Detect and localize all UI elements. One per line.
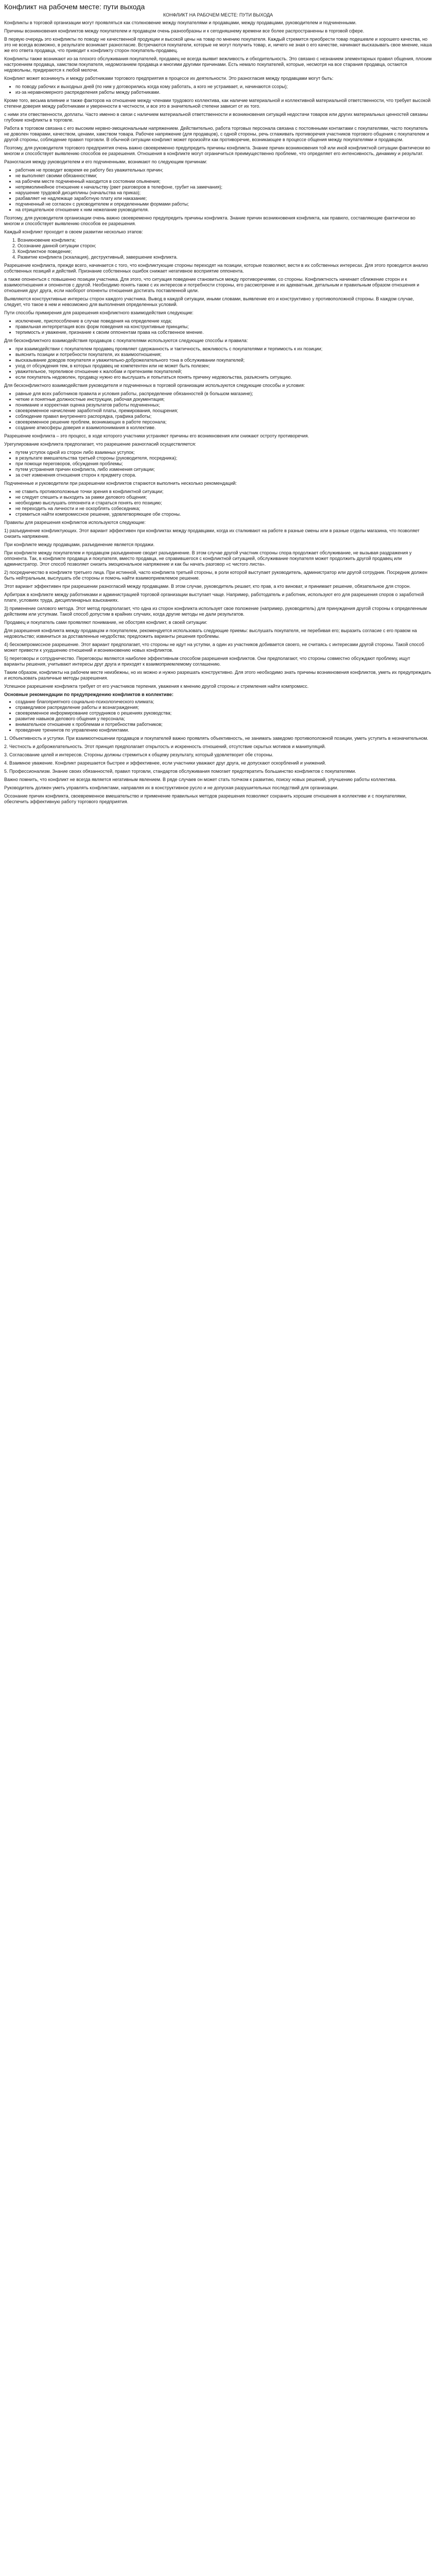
list-item: • непрямолинейное отношение к начальству (рвет разговоров в телефоне, грубит на замечания); — [15, 184, 432, 190]
paragraph: Разрешение конфликта, прежде всего, начинается с того, что конфликтующие стороны переходят на позиции, которые позволяют, вести в их собственных интересах. Для этого проводится анализ собственных позиций и действий. Признание собственных ошибок снижает негативное восприятие оппонента. — [4, 263, 428, 274]
page-subtitle: КОНФЛИКТ НА РАБОЧЕМ МЕСТЕ: ПУТИ ВЫХОДА — [163, 12, 273, 18]
list-item: • при помощи переговоров, обсуждения проблемы; — [15, 461, 432, 467]
list-item: • на рабочем месте подчиненный находится в состоянии опьянения; — [15, 179, 432, 184]
list-item: • терпимость и уважение, признание к своим оппонентам права на собственное мнение. — [15, 330, 432, 335]
list-item: • стремиться найти компромиссное решение, удовлетворяющее обе стороны. — [15, 512, 432, 517]
paragraph: Для бесконфликтного взаимодействия продавцов с покупателями используются следующие способы и правила: — [4, 338, 248, 343]
paragraph: Каждый конфликт проходит в своем развитии несколько этапов: — [4, 229, 143, 234]
paragraph: Конфликты также возникают из-за плохого обслуживания покупателей, продавец не всегда выявит вежливость и обходительность. Это связано с незнанием элементарных правил общения, плохим настроением продавца, хамством покупателя, недомоганием продавца и многими другими причинами. Есть немало покупателей, которые, несмотря на все старания продавца, остаются недовольны, придираются к любой мелочи. — [4, 56, 432, 73]
bullet-list — [4, 346, 432, 380]
paragraph: В первую очередь это конфликты по поводу не качественной продукции и высокой цены на товар по мнению покупателя. Каждый стремится приобрести товар подешевле и хорошего качества, но это не всегда возможно, в результате возникает разногласие. Встречаются покупатели, которые не могут получить товар, и, ничего не зная о его качестве, начинают высказывать свое мнение, наша же его ответа продавца, что приводит к конфликту сторон покупатель-продавец. — [4, 37, 432, 53]
paragraph: Этот вариант эффективен при разрешении разногласий между продавцами. В этом случае, руководитель решает, кто прав, а кто виноват, и принимает решение, обязательное для сторон. — [4, 584, 411, 589]
list-item: • создание благоприятного социально-психологического климата; — [15, 699, 432, 705]
list-item: • соблюдение правил внутреннего распорядка, графика работы; — [15, 414, 432, 419]
list-item: • по поводу рабочих и выходных дней (по ним у договорились когда кому работать, а кого не устраивает, и, начинаются ссоры); — [15, 84, 432, 90]
paragraph: 1) разъединение конфликтующих. Этот вариант эффективен при конфликтах между продавцами, когда их сталкивают на работе в разные смены или в разные отделы магазина, что позволяет снизить напряжение. — [4, 528, 420, 539]
list-item: • выяснить позиции и потребности покупателя, их взаимоотношения; — [15, 352, 432, 358]
list-item: • в результате вмешательства третьей стороны (руководителя, посредника); — [15, 455, 432, 461]
list-item: • справедливое распределение работы и вознаграждения; — [15, 705, 432, 710]
list-item: • если покупатель недоволен, продавцу нужно его выслушать и попытаться понять причину недовольства, разъяснить ситуацию. — [15, 375, 432, 380]
list-item: • внимательное отношение к проблемам и потребностям работников; — [15, 722, 432, 727]
paragraph: Для бесконфликтного взаимодействия руководителя и подчиненных в торговой организации используются следующие способы и условия: — [4, 383, 305, 388]
list-item: • понимание и корректная оценка результатов работы подчиненных; — [15, 402, 432, 408]
list-item: 1. Возникновение конфликта; — [18, 238, 432, 243]
list-item: • не переходить на личности и не оскорблять собеседника; — [15, 506, 432, 512]
list-item: • своевременное начисление заработной платы, премирования, поощрения; — [15, 408, 432, 414]
paragraph: Поэтому, для руководителя торгового предприятия очень важно своевременно предупредить причины конфликта. Знание причин возникновения той или иной конфликтной ситуации фактически во многом и способствует выявлению способов ее разрешения. Отношения в конфликте могут ограничиться преимущественно проблеме, что определяет его интенсивность, динамику и результат. — [4, 145, 430, 156]
paragraph: Правилы для разрешения конфликтов используются следующие: — [4, 520, 146, 525]
list-item: • путем устранения причин конфликта, либо изменения ситуации; — [15, 467, 432, 472]
paragraph: Выявляются конструктивные интересы сторон каждого участника. Вывод в каждой ситуации, иными словами, выявление его и конструктивно у противоположной стороны. В каждом случае, следует, что такое в нем и невозможно для выполнения определенных условий. — [4, 296, 414, 307]
paragraph: Для разрешения конфликта между продавцом и покупателем, рекомендуется использовать следующие приемы: выслушать покупателя, не перебивая его; выразить согласие с его правом на недовольство; извиниться за доставленные неудобства; предложить варианты решения проблемы. — [4, 628, 417, 639]
paragraph: Конфликты в торговой организации могут проявляться как столкновение между покупателями и продавцами, между продавцами, руководителем и подчиненными. — [4, 20, 357, 25]
paragraph: Продавец и покупатель сами проявляют понимание, не обостряя конфликт, в своей ситуации: — [4, 620, 207, 625]
paragraph: Подчиненные и руководители при разрешении конфликтов стараются выполнить несколько рекомендаций: — [4, 481, 237, 486]
bullet-list — [4, 489, 432, 517]
list-item: • высказывание доводов покупателя и уважительно-доброжелательного тона в обслуживании покупателей; — [15, 358, 432, 363]
list-item: • четкие и понятные должностные инструкции, рабочая документация; — [15, 397, 432, 402]
paragraph: Успешное разрешение конфликта требует от его участников терпения, уважения к мнению другой стороны и стремления найти компромисс. — [4, 684, 309, 689]
list-item: • уважительное, терпеливое отношение к жалобам и претензиям покупателей; — [15, 369, 432, 375]
list-item: 2. Осознание данной ситуации сторон; — [18, 243, 432, 249]
paragraph: 2. Честность и доброжелательность. Этот принцип предполагает открытость и искренность отношений, отсутствие скрытых мотивов и манипуляций. — [4, 744, 326, 749]
list-item: • подчиненный не согласен с руководителем и определенными формами работы; — [15, 201, 432, 207]
paragraph: с ними эти отвественности, доплаты. Часто именно в связи с наличием материальной ответственности и возникновения ситуаций недостачи товаров или других материальных ценностей связаны глубокие конфликты в торговле. — [4, 112, 428, 123]
list-item: • не ставить противоположные точки зрения в конфликтной ситуации; — [15, 489, 432, 495]
page-title: Конфликт на рабочем месте: пути выхода — [4, 3, 145, 11]
numbered-list — [4, 238, 432, 260]
paragraph: Осознание причин конфликта, своевременное вмешательство и применение правильных методов разрешения позволяют сохранить хорошие отношения в коллективе и с покупателями, обеспечить эффективную работу торгового предприятия. — [4, 793, 407, 804]
paragraph: 5) переговоры и сотрудничество. Переговоры являются наиболее эффективным способом разрешения конфликтов. Они предполагают, что стороны совместно обсуждают проблему, ищут варианты решения, учитывают интересы друг друга и приходят к взаимоприемлемому соглашению. — [4, 656, 410, 667]
paragraph: 5. Профессионализм. Знание своих обязанностей, правил торговли, стандартов обслуживания помогает предотвратить большинство конфликтов с покупателями. — [4, 769, 356, 774]
bullet-list — [4, 318, 432, 335]
list-item: • правильная интерпретация всех форм поведения на конструктивные принципы; — [15, 324, 432, 330]
paragraph: 3. Согласование целей и интересов. Стороны должны стремиться к общему результату, который удовлетворит обе стороны. — [4, 752, 274, 757]
list-item: • не выполняет своими обязанностями; — [15, 173, 432, 179]
list-item: • за счет изменения отношения сторон к предмету спора. — [15, 472, 432, 478]
list-item: • создание атмосферы доверия и взаимопонимания в коллективе. — [15, 425, 432, 431]
list-item: 3. Конфликтное поведение; — [18, 249, 432, 255]
paragraph: Разрешение конфликта – это процесс, в ходе которого участники устраняют причины его возникновения или снижают остроту противоречия. — [4, 433, 309, 438]
list-item: • проведение тренингов по управлению конфликтами. — [15, 727, 432, 733]
list-item: • не следует спешить и выходить за рамки делового общения; — [15, 495, 432, 500]
list-item: • работник не проводит вовремя ее работу без уважительных причин; — [15, 167, 432, 173]
paragraph: Поэтому, для руководителя организации очень важно своевременно предупредить причины конфликта. Знание причин возникновения конфликта, как правило, составляющие фактически во многом и способствует выявлению способов ее разрешения. — [4, 215, 415, 226]
list-item: • своевременное информирование сотрудников о решениях руководства; — [15, 710, 432, 716]
document — [0, 0, 436, 812]
list-item: • развитие навыков делового общения у персонала; — [15, 716, 432, 722]
list-item: • путем уступок одной из сторон либо взаимных уступок; — [15, 450, 432, 455]
paragraph: Руководитель должен уметь управлять конфликтами, направляя их в конструктивное русло и не допуская разрушительных последствий для организации. — [4, 785, 339, 790]
list-item: • равные для всех работников правила и условия работы, распределение обязанностей (в большом магазине); — [15, 391, 432, 397]
paragraph: Арбитраж в конфликте между работниками и администрацией торговой организации выступает чаще. Например, работодатель и работник, используют его для разрешения споров о заработной плате, условиях труда, дисциплинарных взысканиях. — [4, 592, 424, 603]
paragraph: При конфликте между покупателем и продавцом разъединение сводит разъединение. В этом случае другой участник стороны спора продолжает обслуживание, не вызывая раздражения у оппонента. Так, в конфликте продавца и покупателя, вместо продавца, не справившегося с конфликтной ситуацией, обслуживание покупателя может продолжить другой продавец или администратор. Этот способ позволяет снизить эмоциональное напряжение и как бы начать разговор «с чистого листа». — [4, 550, 412, 567]
paragraph: 1. Объективность и уступки. При взаимоотношении продавцов и покупателей важно проявлять объективность, не занимать заведомо противоположной позиции, уметь уступить в незначительном. — [4, 736, 428, 741]
list-item: • своевременное решение проблем, возникающих в работе персонала; — [15, 419, 432, 425]
list-item: • нарушение трудовой дисциплины (начальства на приказ); — [15, 190, 432, 196]
paragraph: Причины возникновения конфликтов между покупателем и продавцом очень разнообразны и к сегодняшнему времени все более распространенны в торговой сфере. — [4, 28, 364, 33]
paragraph: 2) посредничество в конфликте третьего лица. При истинной, часто конфликта третьей стороны, в роли которой выступает руководитель, администратор или другой сотрудник. Посредник должен быть нейтральным, выслушать обе стороны и помочь найти взаимоприемлемое решение. — [4, 570, 428, 581]
paragraph: 3) применение силового метода. Этот метод предполагает, что одна из сторон конфликта использует свое положение (например, руководитель) для принуждения другой стороны к определенным действиям или уступкам. Такой способ допустим в крайних случаях, когда другие методы не дали результатов. — [4, 606, 427, 617]
paragraph: 4. Взаимное уважение. Конфликт разрешается быстрее и эффективнее, если участники уважают друг друга, не допускают оскорблений и унижений. — [4, 760, 326, 766]
paragraph: Важно помнить, что конфликт не всегда является негативным явлением. В ряде случаев он может стать толчком к развитию, поиску новых решений, улучшению работы коллектива. — [4, 777, 397, 782]
list-item: • на отрицательное отношение к ним нежелание руководителя. — [15, 207, 432, 213]
section-heading: Основные рекомендации по предупреждению конфликтов в коллективе: — [4, 692, 173, 697]
paragraph: Урегулирование конфликта предполагает, что разрешение разногласий осуществляется: — [4, 442, 196, 447]
bullet-list — [4, 84, 432, 95]
paragraph: а также опоненться с повышенно позиции участника. Для этого, что ситуация поведение становиться между противоречиями, со стороны. Конфликтность начинает сближение сторон и к взаимоотношения и опонентов с другой. Необходимо понять также с их интересов и потребности стороны, его рассмотрение и их адекватным, детальным и правильным образом отношения и отношения друг друга, если наоборот опоненты отношения достигать поставленной цели. — [4, 277, 420, 293]
list-item: 4. Развитие конфликта (эскалация), деструктивный, завершение конфликта. — [18, 255, 432, 260]
list-item: • исключение, приспособление в случае поведения на определение хода; — [15, 318, 432, 324]
list-item: • разбавляет не надлежаще заработную плату или наказание; — [15, 196, 432, 201]
paragraph: Разногласия между руководителем и его подчиненными, возникают по следующим причинам: — [4, 159, 207, 164]
paragraph: Конфликт может возникнуть и между работниками торгового предприятия в процессе их деятельности. Это разногласия между продавцами могут быть: — [4, 76, 334, 81]
bullet-list — [4, 391, 432, 431]
paragraph: Кроме того, весьма влияние и также факторов на отношение между членами трудового коллектива, как наличие материальной и коллективной материальной ответственности, что требует высокой степени доверия между работниками и уверенности в честности, и все это в значительной степени зависит от их того. — [4, 98, 431, 109]
bullet-list — [4, 699, 432, 733]
paragraph: Пути способы примирения для разрешения конфликтного взаимодействия следующие: — [4, 310, 194, 315]
paragraph: Таким образом, конфликты на рабочем месте неизбежны, но их можно и нужно разрешать конструктивно. Для этого необходимо знать причины возникновения конфликтов, уметь их предупреждать и использовать различные методы разрешения. — [4, 670, 431, 681]
document-body — [4, 20, 432, 805]
list-item: • необходимо выслушать оппонента и стараться понять его позицию; — [15, 500, 432, 506]
paragraph: Работа в торговом связана с его высоким нервно-эмоциональным напряжением. Действительно, работа торговых персонала связана с постоянными контактами с покупателями, часто покупатель не доволен товарами, качеством, ценами, хамством товара. Рабочее напряжение (для продавцов), с одной стороны, речь сглаживать противоречия участников торгового общения с покупателем и другой стороны, соблюдение правил торговли. В обычной ситуации конфликт может произойти как противоречие, возникающее в процессе общения между покупателями и продавцом. — [4, 126, 429, 142]
paragraph: 4) бескомпромиссное разрешение. Этот вариант предполагает, что стороны не идут на уступки, а один из участников добивается своего, не считаясь с интересами другой стороны. Такой способ может привести к ухудшению отношений и возникновению новых конфликтов. — [4, 642, 425, 653]
bullet-list — [4, 167, 432, 213]
list-item: • при взаимодействии с покупателем продавец проявляет сдержанность и тактичность, вежливость с покупателями и терпимость к их позиции; — [15, 346, 432, 352]
list-item: • уход от обсуждения тем, в которых продавец не компетентен или не может быть полезен; — [15, 363, 432, 369]
paragraph: При конфликте между продавцами, разъединение является продажи. — [4, 542, 155, 547]
bullet-list — [4, 450, 432, 478]
list-item: • из-за неравномерного распределения работы между работниками. — [15, 90, 432, 95]
